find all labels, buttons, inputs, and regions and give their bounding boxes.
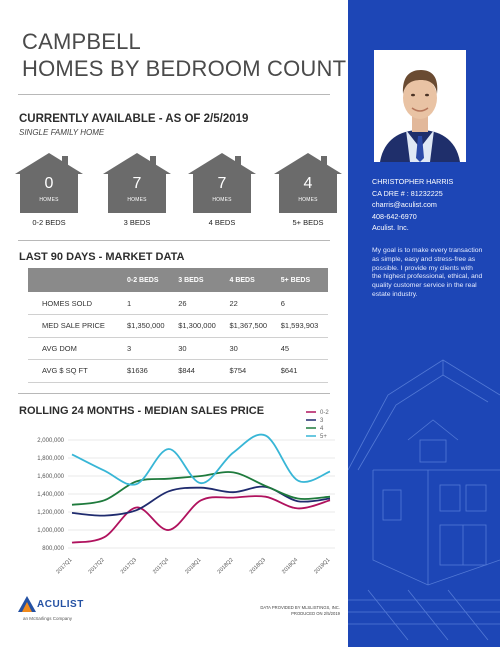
x-tick-label: 2018Q1	[184, 557, 203, 576]
table-cell: 30	[226, 337, 277, 360]
x-tick-label: 2017Q4	[152, 557, 171, 576]
table-cell: 26	[174, 292, 225, 315]
y-tick-label: 1,600,000	[37, 474, 64, 480]
rolling-heading: ROLLING 24 MONTHS - MEDIAN SALES PRICE	[19, 405, 265, 417]
credit-line-2: PRODUCED ON 2/5/2019	[291, 611, 340, 616]
table-cell: $1,593,903	[277, 315, 328, 338]
legend-label: 0-2	[320, 410, 329, 416]
x-tick-label: 2017Q1	[55, 557, 74, 576]
market-divider	[18, 240, 330, 241]
aculist-logo-icon	[18, 596, 36, 612]
house-unit: HOMES	[39, 197, 59, 203]
title-line-2: HOMES BY BEDROOM COUNT	[22, 56, 347, 81]
house-unit: HOMES	[298, 197, 318, 203]
availability-subheading: SINGLE FAMILY HOME	[19, 128, 105, 137]
x-tick-label: 2018Q2	[216, 557, 235, 576]
market-heading: LAST 90 DAYS - MARKET DATA	[19, 251, 185, 263]
agent-dre: CA DRE # : 81232225	[372, 188, 443, 198]
x-tick-label: 2017Q3	[119, 557, 138, 576]
house-card-3	[274, 153, 342, 227]
row-label: AVG DOM	[28, 337, 123, 360]
agent-photo	[374, 50, 466, 162]
legend-label: 5+	[320, 434, 327, 440]
house-beds-label: 4 BEDS	[208, 218, 236, 227]
house-beds-label: 3 BEDS	[123, 218, 151, 227]
table-cell: $1,350,000	[123, 315, 174, 338]
x-tick-label: 2019Q1	[313, 557, 332, 576]
y-tick-label: 1,200,000	[37, 510, 64, 516]
table-cell: 22	[226, 292, 277, 315]
x-tick-label: 2018Q3	[248, 557, 267, 576]
page-title	[22, 28, 346, 82]
row-label: MED SALE PRICE	[28, 315, 123, 338]
house-count: 7	[217, 175, 227, 192]
y-tick-label: 1,400,000	[37, 492, 64, 498]
house-beds-label: 5+ BEDS	[292, 218, 324, 227]
y-tick-label: 1,000,000	[37, 528, 64, 534]
data-credit	[260, 605, 340, 617]
legend-label: 4	[320, 426, 324, 432]
house-card-1	[103, 153, 171, 227]
table-row	[28, 337, 328, 360]
table-row	[28, 315, 328, 338]
median-price-chart	[0, 400, 345, 590]
table-header-blank	[28, 268, 123, 292]
y-tick-label: 800,000	[42, 546, 64, 552]
table-header-row	[28, 268, 328, 292]
series-line-5+	[72, 435, 330, 485]
house-unit: HOMES	[212, 197, 232, 203]
row-label: HOMES SOLD	[28, 292, 123, 315]
title-line-1: CAMPBELL	[22, 29, 141, 54]
house-count: 7	[132, 175, 142, 192]
table-cell: 6	[277, 292, 328, 315]
house-unit: HOMES	[127, 197, 147, 203]
table-cell: $844	[174, 360, 225, 383]
logo-name: ACULIST	[37, 599, 84, 610]
table-header-cell: 3 BEDS	[174, 268, 225, 292]
agent-portrait-image	[374, 50, 466, 162]
agent-name: CHRISTOPHER HARRIS	[372, 177, 454, 186]
table-header-cell: 0-2 BEDS	[123, 268, 174, 292]
x-tick-label: 2017Q2	[87, 557, 106, 576]
market-data-table	[28, 268, 328, 383]
table-cell: $1,367,500	[226, 315, 277, 338]
series-line-0-2	[72, 496, 330, 543]
table-cell: $641	[277, 360, 328, 383]
credit-line-1: DATA PROVIDED BY MLSLISTINGS, INC.	[260, 605, 340, 610]
agent-contact	[372, 176, 453, 234]
table-cell: $1636	[123, 360, 174, 383]
table-cell: 30	[174, 337, 225, 360]
table-header-cell: 5+ BEDS	[277, 268, 328, 292]
legend-label: 3	[320, 418, 324, 424]
agent-company: Aculist. Inc.	[372, 223, 409, 232]
title-divider	[18, 94, 330, 95]
house-beds-label: 0-2 BEDS	[32, 218, 66, 227]
table-row	[28, 292, 328, 315]
house-count: 4	[303, 175, 313, 192]
x-tick-label: 2018Q4	[281, 557, 300, 576]
table-cell: 3	[123, 337, 174, 360]
agent-email[interactable]: charris@aculist.com	[372, 200, 437, 209]
agent-bio: My goal is to make every transaction as simple, easy and stress-free as possible. I provide my clients with the highest professional, ethical, and quality customer service in the real estate industry.	[372, 247, 483, 298]
availability-heading: CURRENTLY AVAILABLE - AS OF 2/5/2019	[19, 113, 249, 125]
y-tick-label: 1,800,000	[37, 456, 64, 462]
y-tick-label: 2,000,000	[37, 438, 64, 444]
table-cell: $754	[226, 360, 277, 383]
agent-phone[interactable]: 408-642-6970	[372, 211, 417, 221]
table-cell: 1	[123, 292, 174, 315]
house-count: 0	[44, 175, 54, 192]
row-label: AVG $ SQ FT	[28, 360, 123, 383]
house-card-0	[15, 153, 83, 227]
table-cell: 45	[277, 337, 328, 360]
house-card-2	[188, 153, 256, 227]
logo-subtitle: an McSarlings Company	[23, 616, 73, 621]
table-cell: $1,300,000	[174, 315, 225, 338]
table-row	[28, 360, 328, 383]
table-header-cell: 4 BEDS	[226, 268, 277, 292]
rolling-divider	[18, 393, 330, 394]
